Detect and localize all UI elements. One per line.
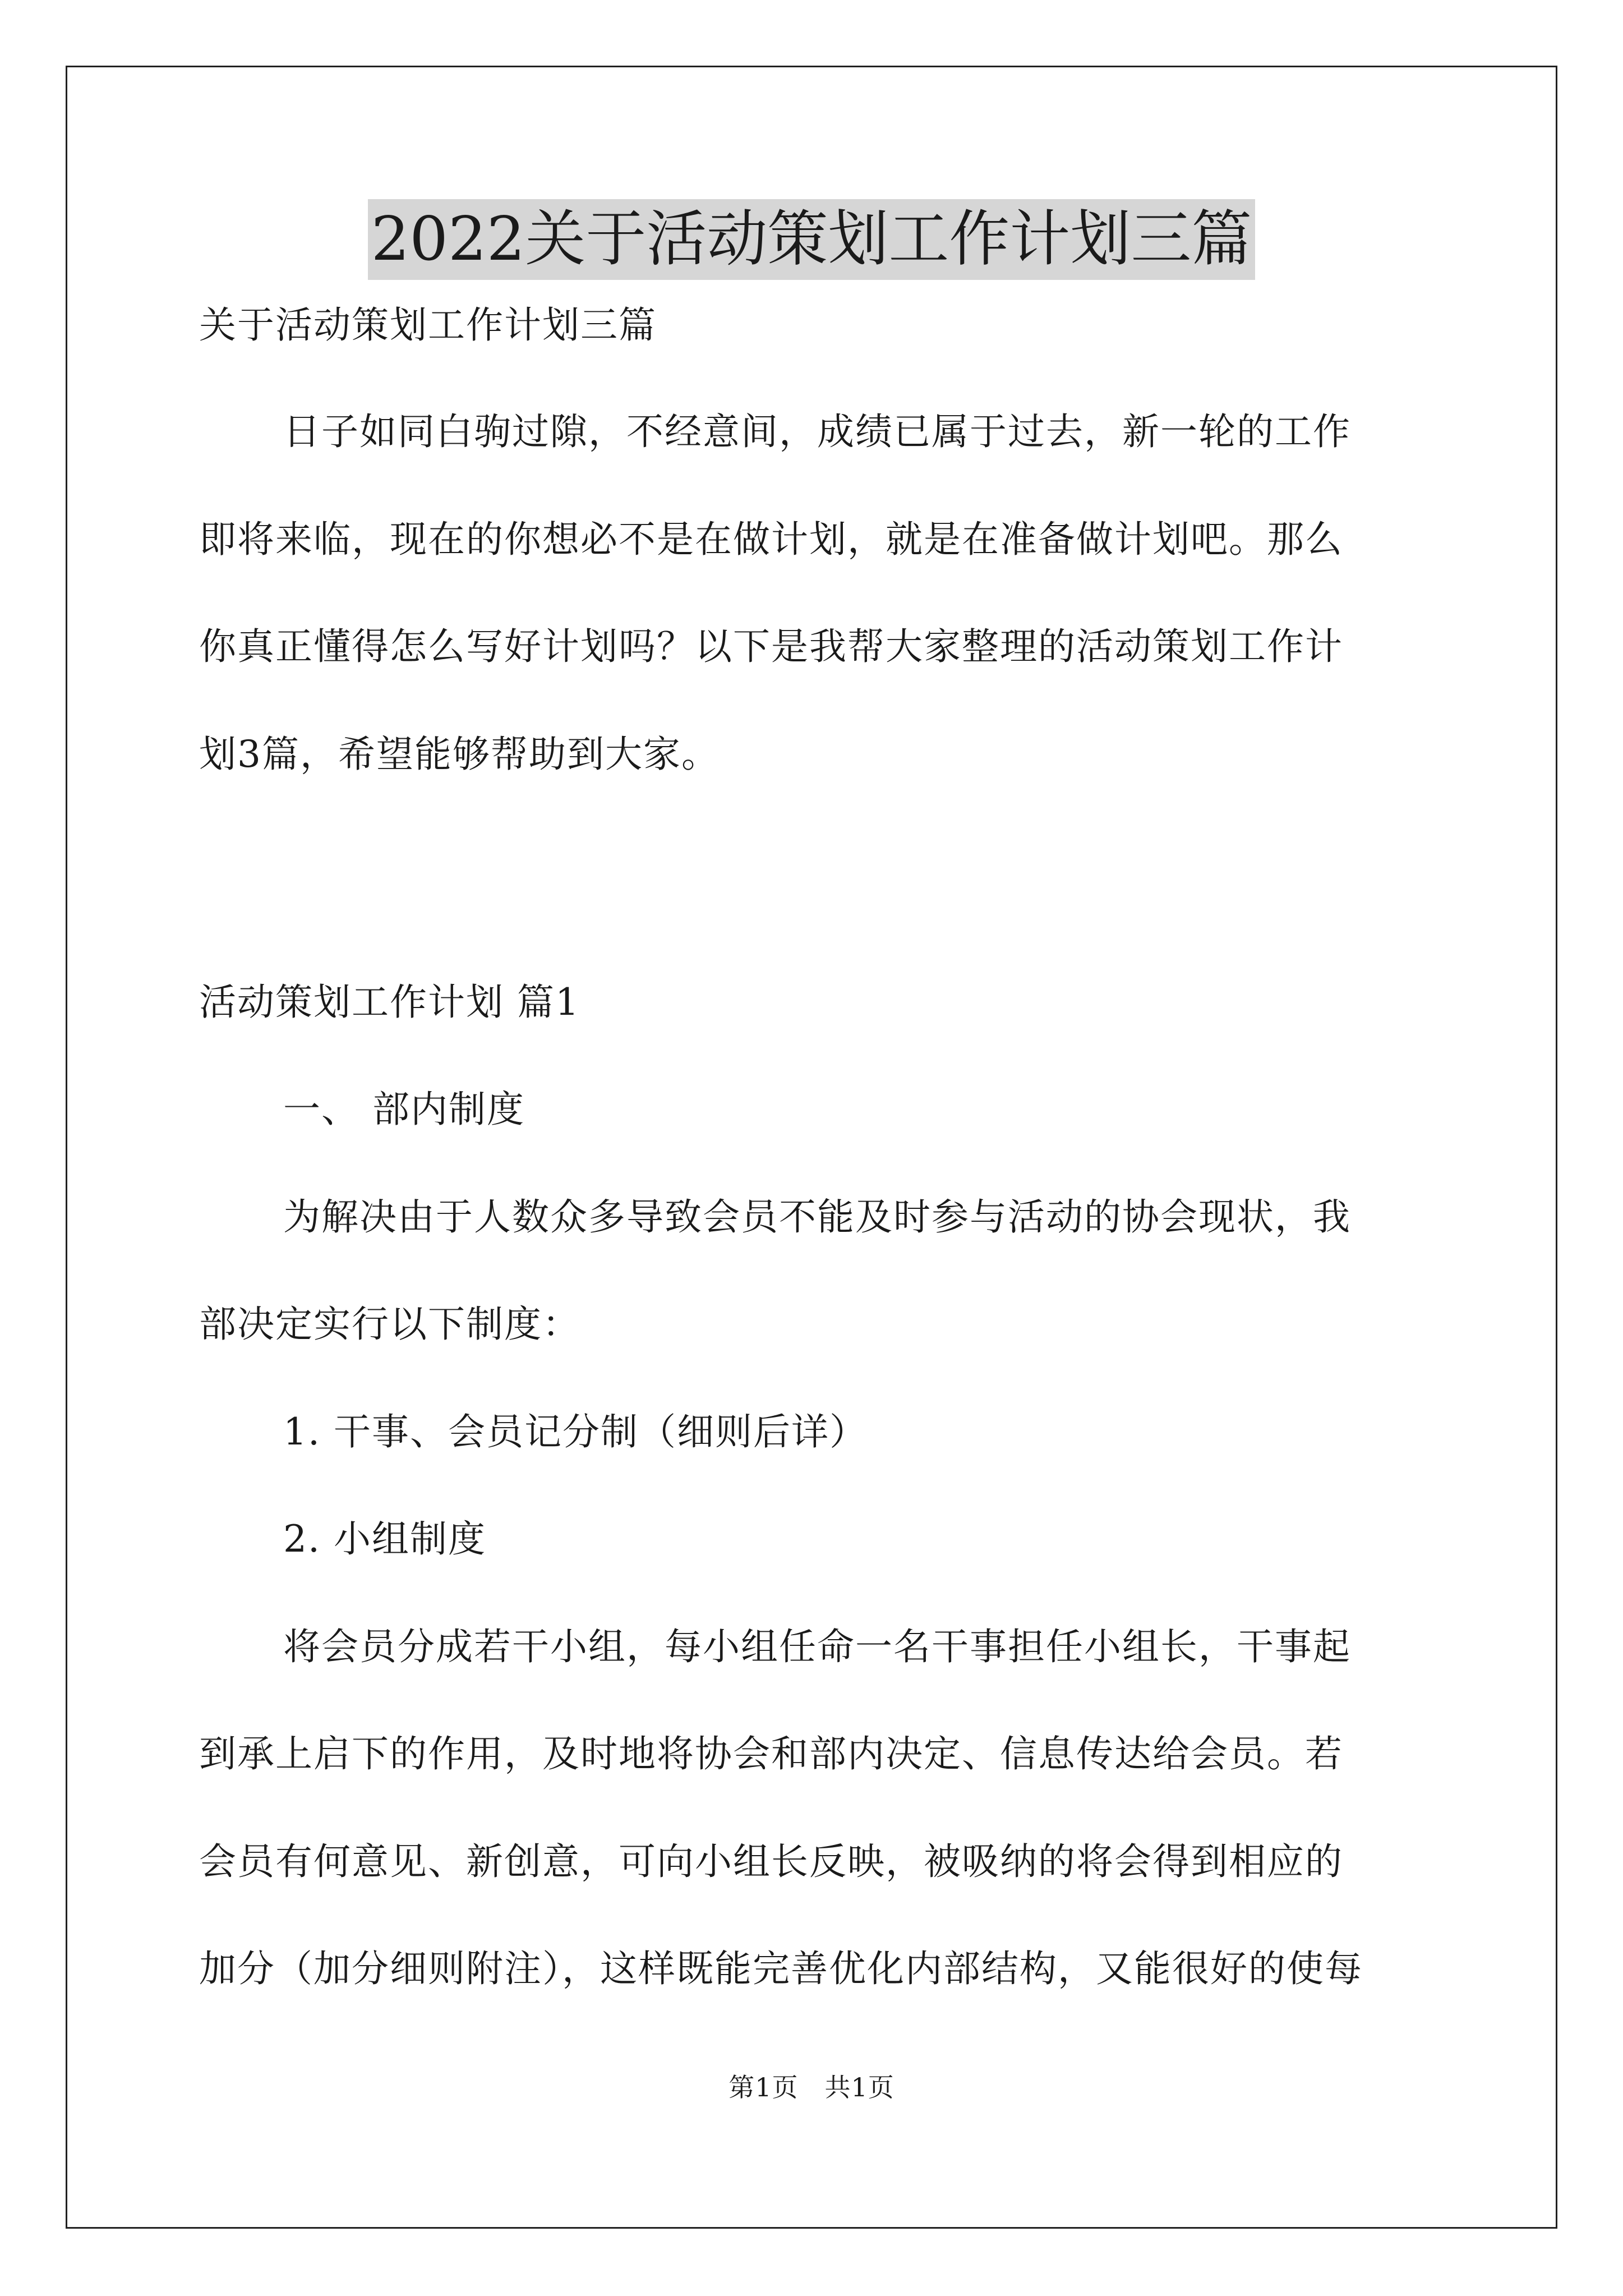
paragraph-line: 加分（加分细则附注），这样既能完善优化内部结构，又能很好的使每 [199,1947,1363,1990]
document-title: 2022关于活动策划工作计划三篇 [368,199,1256,280]
page-footer: 第1页 共1页 [728,2072,895,2102]
subtitle: 关于活动策划工作计划三篇 [199,303,657,347]
list-item: 1. 干事、会员记分制（细则后详） [283,1410,868,1453]
subheading: 一、 部内制度 [283,1088,525,1131]
page-border [66,66,1557,2229]
paragraph-line: 将会员分成若干小组，每小组任命一名干事担任小组长，干事起 [283,1625,1351,1668]
paragraph-line: 到承上启下的作用，及时地将协会和部内决定、信息传达给会员。若 [199,1732,1343,1775]
list-item: 2. 小组制度 [283,1517,486,1561]
paragraph-line: 会员有何意见、新创意，可向小组长反映，被吸纳的将会得到相应的 [199,1840,1343,1883]
intro-line: 划3篇，希望能够帮助到大家。 [199,733,720,776]
paragraph-line: 为解决由于人数众多导致会员不能及时参与活动的协会现状，我 [283,1195,1351,1239]
title-container [0,199,1623,280]
intro-line: 即将来临，现在的你想必不是在做计划，就是在准备做计划吧。那么 [199,518,1343,561]
intro-line: 你真正懂得怎么写好计划吗？以下是我帮大家整理的活动策划工作计 [199,625,1343,668]
intro-line: 日子如同白驹过隙，不经意间，成绩已属于过去，新一轮的工作 [283,410,1351,453]
section-heading: 活动策划工作计划 篇1 [199,981,580,1024]
paragraph-line: 部决定实行以下制度： [199,1303,580,1346]
